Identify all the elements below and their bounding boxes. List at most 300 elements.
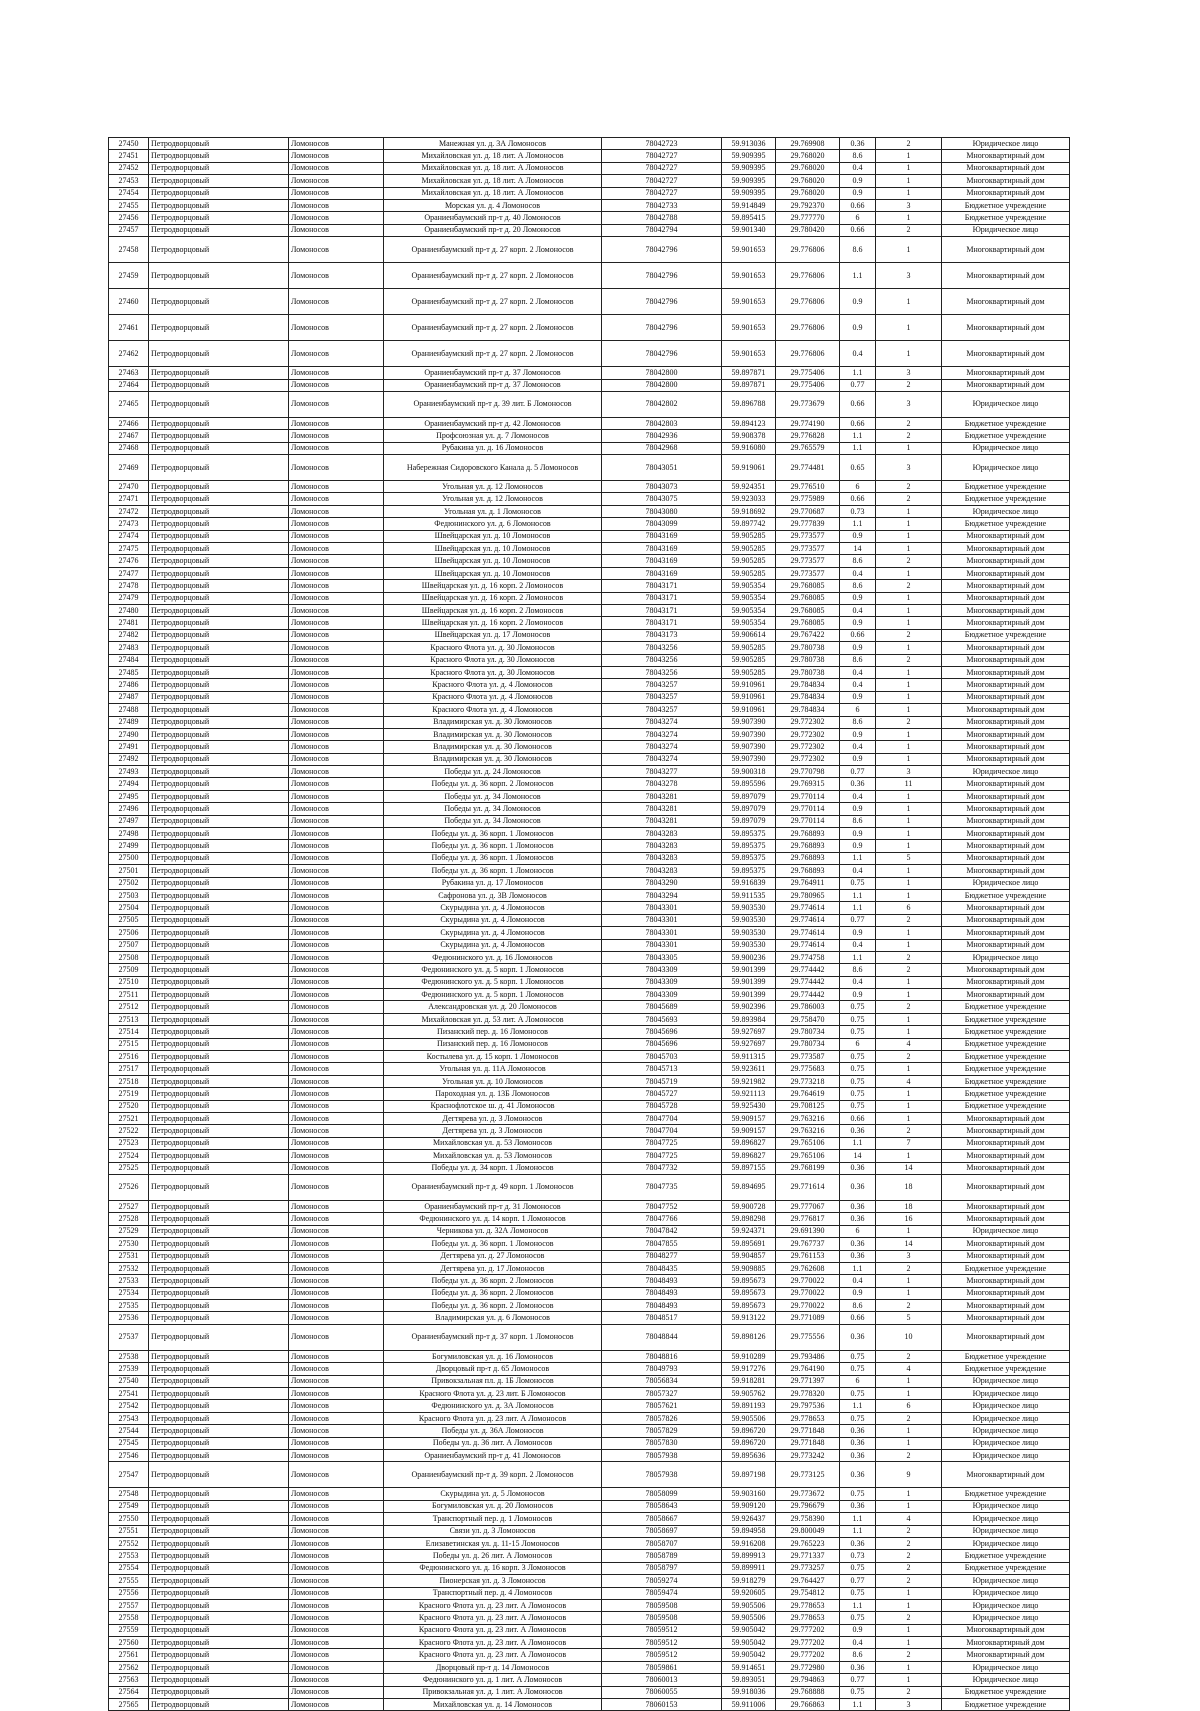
cell-address: Победы ул. д. 36 корп. 1 Ломоносов: [384, 865, 602, 877]
cell-address: Федюнинского ул. д. 1 лит. А Ломоносов: [384, 1674, 602, 1686]
cell-row-id: 27520: [109, 1100, 149, 1112]
cell-district: Петродворцовый: [149, 803, 289, 815]
cell-latitude: 59.901399: [722, 976, 776, 988]
table-row: [109, 1324, 1070, 1350]
cell-object-type: Многоквартирный дом: [942, 914, 1070, 926]
cell-count: 10: [876, 1324, 942, 1350]
cell-latitude: 59.914849: [722, 199, 776, 211]
cell-volume: 0.75: [840, 1388, 876, 1400]
cell-locality: Ломоносов: [289, 1213, 384, 1225]
cell-district: Петродворцовый: [149, 1661, 289, 1673]
cell-object-code: 78043274: [602, 753, 722, 765]
cell-district: Петродворцовый: [149, 592, 289, 604]
cell-object-type: Многоквартирный дом: [942, 367, 1070, 379]
cell-longitude: 29.774758: [776, 951, 840, 963]
cell-row-id: 27562: [109, 1661, 149, 1673]
cell-volume: 6: [840, 1038, 876, 1050]
cell-latitude: 59.891193: [722, 1400, 776, 1412]
cell-longitude: 29.771614: [776, 1174, 840, 1200]
cell-count: 3: [876, 263, 942, 289]
cell-locality: Ломоносов: [289, 1013, 384, 1025]
cell-row-id: 27453: [109, 175, 149, 187]
cell-row-id: 27553: [109, 1550, 149, 1562]
cell-longitude: 29.768020: [776, 175, 840, 187]
cell-longitude: 29.775406: [776, 379, 840, 391]
cell-row-id: 27469: [109, 455, 149, 481]
table-row: [109, 778, 1070, 790]
cell-count: 3: [876, 1699, 942, 1711]
cell-longitude: 29.780738: [776, 654, 840, 666]
cell-object-code: 78058797: [602, 1562, 722, 1574]
cell-count: 1: [876, 1100, 942, 1112]
cell-count: 7: [876, 1137, 942, 1149]
cell-volume: 14: [840, 1150, 876, 1162]
table-row: [109, 442, 1070, 454]
cell-count: 1: [876, 617, 942, 629]
cell-latitude: 59.917276: [722, 1363, 776, 1375]
cell-longitude: 29.796679: [776, 1500, 840, 1512]
table-row: [109, 530, 1070, 542]
cell-locality: Ломоносов: [289, 766, 384, 778]
cell-volume: 0.9: [840, 1624, 876, 1636]
cell-address: Транспортный пер. д. 1 Ломоносов: [384, 1513, 602, 1525]
cell-row-id: 27559: [109, 1624, 149, 1636]
cell-latitude: 59.897871: [722, 367, 776, 379]
table-row: [109, 741, 1070, 753]
table-row: [109, 914, 1070, 926]
cell-address: Ораниенбаумский пр-т д. 41 Ломоносов: [384, 1449, 602, 1461]
cell-locality: Ломоносов: [289, 679, 384, 691]
cell-district: Петродворцовый: [149, 679, 289, 691]
cell-latitude: 59.904857: [722, 1250, 776, 1262]
cell-volume: 1.1: [840, 889, 876, 901]
cell-volume: 0.75: [840, 1026, 876, 1038]
cell-longitude: 29.768085: [776, 604, 840, 616]
table-row: [109, 187, 1070, 199]
table-row: [109, 815, 1070, 827]
cell-latitude: 59.916839: [722, 877, 776, 889]
cell-latitude: 59.911535: [722, 889, 776, 901]
cell-row-id: 27556: [109, 1587, 149, 1599]
cell-locality: Ломоносов: [289, 481, 384, 493]
cell-count: 1: [876, 175, 942, 187]
cell-longitude: 29.780420: [776, 224, 840, 236]
table-row: [109, 1661, 1070, 1673]
cell-district: Петродворцовый: [149, 1699, 289, 1711]
cell-row-id: 27452: [109, 162, 149, 174]
cell-volume: 0.9: [840, 175, 876, 187]
cell-object-type: Юридическое лицо: [942, 1537, 1070, 1549]
cell-object-type: Многоквартирный дом: [942, 679, 1070, 691]
cell-latitude: 59.903530: [722, 902, 776, 914]
cell-longitude: 29.768893: [776, 828, 840, 840]
cell-row-id: 27526: [109, 1174, 149, 1200]
cell-address: Богумиловская ул. д. 20 Ломоносов: [384, 1500, 602, 1512]
cell-latitude: 59.907390: [722, 728, 776, 740]
cell-object-code: 78043301: [602, 939, 722, 951]
cell-locality: Ломоносов: [289, 592, 384, 604]
cell-locality: Ломоносов: [289, 150, 384, 162]
cell-district: Петродворцовый: [149, 828, 289, 840]
cell-row-id: 27529: [109, 1225, 149, 1237]
cell-locality: Ломоносов: [289, 1425, 384, 1437]
cell-row-id: 27491: [109, 741, 149, 753]
cell-locality: Ломоносов: [289, 518, 384, 530]
cell-count: 1: [876, 1063, 942, 1075]
table-row: [109, 617, 1070, 629]
cell-address: Швейцарская ул. д. 10 Ломоносов: [384, 555, 602, 567]
table-row: [109, 1375, 1070, 1387]
cell-object-code: 78042800: [602, 367, 722, 379]
cell-address: Михайловская ул. д. 18 лит. А Ломоносов: [384, 150, 602, 162]
cell-locality: Ломоносов: [289, 530, 384, 542]
cell-district: Петродворцовый: [149, 939, 289, 951]
cell-latitude: 59.909395: [722, 175, 776, 187]
cell-district: Петродворцовый: [149, 1125, 289, 1137]
cell-volume: 0.4: [840, 1637, 876, 1649]
cell-locality: Ломоносов: [289, 505, 384, 517]
cell-count: 2: [876, 1001, 942, 1013]
cell-object-type: Бюджетное учреждение: [942, 1686, 1070, 1698]
cell-locality: Ломоносов: [289, 367, 384, 379]
cell-address: Рубакина ул. д. 16 Ломоносов: [384, 442, 602, 454]
cell-address: Дворцовый пр-т д. 14 Ломоносов: [384, 1661, 602, 1673]
cell-row-id: 27512: [109, 1001, 149, 1013]
cell-volume: 0.75: [840, 1088, 876, 1100]
cell-locality: Ломоносов: [289, 1686, 384, 1698]
cell-object-code: 78043169: [602, 543, 722, 555]
cell-district: Петродворцовый: [149, 1238, 289, 1250]
table-row: [109, 150, 1070, 162]
table-row: [109, 1500, 1070, 1512]
cell-object-code: 78045728: [602, 1100, 722, 1112]
cell-latitude: 59.894123: [722, 417, 776, 429]
cell-count: 3: [876, 1250, 942, 1262]
table-row: [109, 1699, 1070, 1711]
cell-object-type: Многоквартирный дом: [942, 617, 1070, 629]
cell-latitude: 59.903530: [722, 939, 776, 951]
cell-volume: 1.1: [840, 1137, 876, 1149]
cell-row-id: 27551: [109, 1525, 149, 1537]
cell-object-code: 78043169: [602, 530, 722, 542]
cell-latitude: 59.905354: [722, 580, 776, 592]
cell-locality: Ломоносов: [289, 840, 384, 852]
cell-address: Ораниенбаумский пр-т д. 37 Ломоносов: [384, 367, 602, 379]
cell-latitude: 59.905354: [722, 604, 776, 616]
cell-district: Петродворцовый: [149, 865, 289, 877]
cell-longitude: 29.765106: [776, 1150, 840, 1162]
cell-object-type: Бюджетное учреждение: [942, 1075, 1070, 1087]
cell-volume: 0.9: [840, 691, 876, 703]
cell-object-type: Многоквартирный дом: [942, 592, 1070, 604]
table-row: [109, 1088, 1070, 1100]
cell-district: Петродворцовый: [149, 927, 289, 939]
cell-volume: 0.9: [840, 840, 876, 852]
cell-longitude: 29.774442: [776, 989, 840, 1001]
cell-latitude: 59.900318: [722, 766, 776, 778]
cell-longitude: 29.774442: [776, 964, 840, 976]
cell-volume: 0.4: [840, 666, 876, 678]
cell-latitude: 59.908378: [722, 430, 776, 442]
cell-object-type: Многоквартирный дом: [942, 1624, 1070, 1636]
cell-volume: 14: [840, 543, 876, 555]
cell-volume: 0.9: [840, 1287, 876, 1299]
cell-object-code: 78043256: [602, 666, 722, 678]
cell-address: Ораниенбаумский пр-т д. 40 Ломоносов: [384, 212, 602, 224]
table-row: [109, 1612, 1070, 1624]
cell-district: Петродворцовый: [149, 1674, 289, 1686]
cell-volume: 0.77: [840, 1575, 876, 1587]
cell-count: 1: [876, 289, 942, 315]
cell-row-id: 27543: [109, 1412, 149, 1424]
cell-latitude: 59.896827: [722, 1137, 776, 1149]
cell-district: Петродворцовый: [149, 1375, 289, 1387]
cell-object-code: 78042936: [602, 430, 722, 442]
cell-volume: 0.75: [840, 1612, 876, 1624]
cell-volume: 0.9: [840, 617, 876, 629]
cell-longitude: 29.767737: [776, 1238, 840, 1250]
cell-count: 11: [876, 778, 942, 790]
cell-object-type: Юридическое лицо: [942, 1661, 1070, 1673]
cell-count: 2: [876, 1262, 942, 1274]
cell-object-code: 78047735: [602, 1174, 722, 1200]
cell-object-code: 78043171: [602, 604, 722, 616]
table-row: [109, 1001, 1070, 1013]
cell-row-id: 27471: [109, 493, 149, 505]
table-row: [109, 315, 1070, 341]
cell-count: 3: [876, 199, 942, 211]
cell-object-type: Бюджетное учреждение: [942, 1363, 1070, 1375]
cell-latitude: 59.900728: [722, 1200, 776, 1212]
cell-count: 9: [876, 1462, 942, 1488]
cell-latitude: 59.905285: [722, 555, 776, 567]
cell-latitude: 59.893984: [722, 1013, 776, 1025]
cell-count: 2: [876, 481, 942, 493]
cell-object-code: 78042788: [602, 212, 722, 224]
table-row: [109, 1513, 1070, 1525]
cell-longitude: 29.773679: [776, 391, 840, 417]
cell-object-type: Многоквартирный дом: [942, 555, 1070, 567]
cell-district: Петродворцовый: [149, 976, 289, 988]
cell-district: Петродворцовый: [149, 1150, 289, 1162]
cell-longitude: 29.774614: [776, 902, 840, 914]
cell-address: Скурыдина ул. д. 4 Ломоносов: [384, 902, 602, 914]
cell-district: Петродворцовый: [149, 1312, 289, 1324]
cell-object-code: 78043309: [602, 989, 722, 1001]
cell-locality: Ломоносов: [289, 617, 384, 629]
cell-row-id: 27472: [109, 505, 149, 517]
cell-volume: 0.36: [840, 778, 876, 790]
cell-row-id: 27552: [109, 1537, 149, 1549]
cell-locality: Ломоносов: [289, 666, 384, 678]
cell-volume: 0.4: [840, 341, 876, 367]
cell-object-type: Многоквартирный дом: [942, 1162, 1070, 1174]
cell-object-code: 78042727: [602, 187, 722, 199]
cell-address: Победы ул. д. 36 корп. 1 Ломоносов: [384, 840, 602, 852]
cell-district: Петродворцовый: [149, 391, 289, 417]
cell-locality: Ломоносов: [289, 379, 384, 391]
cell-volume: 1.1: [840, 430, 876, 442]
cell-district: Петродворцовый: [149, 629, 289, 641]
cell-locality: Ломоносов: [289, 1550, 384, 1562]
cell-latitude: 59.901399: [722, 964, 776, 976]
cell-volume: 8.6: [840, 237, 876, 263]
table-row: [109, 1238, 1070, 1250]
cell-volume: 1.1: [840, 263, 876, 289]
cell-volume: 0.36: [840, 1213, 876, 1225]
cell-longitude: 29.774614: [776, 914, 840, 926]
cell-address: Красного Флота ул. д. 30 Ломоносов: [384, 654, 602, 666]
cell-object-code: 78043173: [602, 629, 722, 641]
cell-district: Петродворцовый: [149, 417, 289, 429]
table-row: [109, 341, 1070, 367]
cell-count: 14: [876, 1238, 942, 1250]
cell-longitude: 29.775989: [776, 493, 840, 505]
cell-row-id: 27518: [109, 1075, 149, 1087]
cell-longitude: 29.776510: [776, 481, 840, 493]
cell-longitude: 29.769908: [776, 138, 840, 150]
cell-locality: Ломоносов: [289, 1250, 384, 1262]
table-row: [109, 580, 1070, 592]
cell-latitude: 59.906614: [722, 629, 776, 641]
cell-object-type: Многоквартирный дом: [942, 828, 1070, 840]
cell-locality: Ломоносов: [289, 1324, 384, 1350]
cell-latitude: 59.897079: [722, 815, 776, 827]
cell-longitude: 29.764190: [776, 1363, 840, 1375]
cell-volume: 8.6: [840, 1649, 876, 1661]
cell-object-code: 78057938: [602, 1449, 722, 1461]
cell-row-id: 27459: [109, 263, 149, 289]
cell-object-type: Бюджетное учреждение: [942, 1038, 1070, 1050]
cell-longitude: 29.777202: [776, 1637, 840, 1649]
cell-count: 1: [876, 865, 942, 877]
cell-address: Федюнинского ул. д. 6 Ломоносов: [384, 518, 602, 530]
cell-volume: 0.66: [840, 629, 876, 641]
cell-volume: 0.9: [840, 187, 876, 199]
cell-longitude: 29.775683: [776, 1063, 840, 1075]
cell-latitude: 59.919061: [722, 455, 776, 481]
cell-object-type: Юридическое лицо: [942, 1400, 1070, 1412]
cell-count: 1: [876, 691, 942, 703]
cell-latitude: 59.924351: [722, 481, 776, 493]
cell-longitude: 29.780738: [776, 642, 840, 654]
cell-row-id: 27454: [109, 187, 149, 199]
cell-locality: Ломоносов: [289, 289, 384, 315]
cell-object-code: 78043283: [602, 865, 722, 877]
cell-latitude: 59.897155: [722, 1162, 776, 1174]
cell-locality: Ломоносов: [289, 989, 384, 1001]
cell-object-code: 78047704: [602, 1113, 722, 1125]
cell-address: Владимирская ул. д. 30 Ломоносов: [384, 728, 602, 740]
cell-district: Петродворцовый: [149, 1599, 289, 1611]
cell-address: Ораниенбаумский пр-т д. 20 Ломоносов: [384, 224, 602, 236]
cell-address: Скурыдина ул. д. 4 Ломоносов: [384, 927, 602, 939]
cell-volume: 8.6: [840, 716, 876, 728]
cell-object-type: Многоквартирный дом: [942, 728, 1070, 740]
cell-locality: Ломоносов: [289, 1001, 384, 1013]
cell-object-code: 78045727: [602, 1088, 722, 1100]
table-row: [109, 1649, 1070, 1661]
cell-object-code: 78042727: [602, 175, 722, 187]
cell-object-type: Юридическое лицо: [942, 505, 1070, 517]
cell-latitude: 59.903530: [722, 927, 776, 939]
cell-longitude: 29.776828: [776, 430, 840, 442]
cell-longitude: 29.770022: [776, 1300, 840, 1312]
cell-district: Петродворцовый: [149, 1162, 289, 1174]
cell-address: Угольная ул. д. 10 Ломоносов: [384, 1075, 602, 1087]
cell-latitude: 59.893051: [722, 1674, 776, 1686]
cell-address: Угольная ул. д. 1 Ломоносов: [384, 505, 602, 517]
cell-object-type: Многоквартирный дом: [942, 654, 1070, 666]
cell-count: 1: [876, 1113, 942, 1125]
cell-longitude: 29.772980: [776, 1661, 840, 1673]
cell-latitude: 59.907390: [722, 716, 776, 728]
cell-district: Петродворцовый: [149, 237, 289, 263]
cell-latitude: 59.905354: [722, 617, 776, 629]
cell-address: Швейцарская ул. д. 10 Ломоносов: [384, 543, 602, 555]
cell-volume: 0.36: [840, 1449, 876, 1461]
cell-latitude: 59.901653: [722, 263, 776, 289]
cell-count: 1: [876, 741, 942, 753]
cell-address: Михайловская ул. д. 18 лит. А Ломоносов: [384, 187, 602, 199]
cell-count: 2: [876, 1051, 942, 1063]
cell-object-code: 78043257: [602, 679, 722, 691]
cell-locality: Ломоносов: [289, 964, 384, 976]
cell-row-id: 27502: [109, 877, 149, 889]
cell-district: Петродворцовый: [149, 1587, 289, 1599]
cell-district: Петродворцовый: [149, 902, 289, 914]
cell-locality: Ломоносов: [289, 1350, 384, 1362]
cell-object-code: 78043281: [602, 803, 722, 815]
cell-longitude: 29.768888: [776, 1686, 840, 1698]
cell-latitude: 59.905285: [722, 543, 776, 555]
cell-longitude: 29.786003: [776, 1001, 840, 1013]
cell-row-id: 27524: [109, 1150, 149, 1162]
cell-count: 1: [876, 604, 942, 616]
cell-locality: Ломоносов: [289, 976, 384, 988]
cell-count: 2: [876, 1350, 942, 1362]
cell-count: 1: [876, 1287, 942, 1299]
cell-address: Красного Флота ул. д. 23 лит. Б Ломоносов: [384, 1388, 602, 1400]
cell-object-type: Многоквартирный дом: [942, 1300, 1070, 1312]
cell-latitude: 59.913122: [722, 1312, 776, 1324]
cell-volume: 0.9: [840, 828, 876, 840]
cell-address: Скурыдина ул. д. 4 Ломоносов: [384, 914, 602, 926]
cell-object-type: Юридическое лицо: [942, 1225, 1070, 1237]
cell-object-code: 78043080: [602, 505, 722, 517]
cell-row-id: 27488: [109, 704, 149, 716]
table-row: [109, 1537, 1070, 1549]
cell-object-code: 78043171: [602, 617, 722, 629]
cell-address: Федюнинского ул. д. 3А Ломоносов: [384, 1400, 602, 1412]
table-row: [109, 1363, 1070, 1375]
cell-latitude: 59.916208: [722, 1537, 776, 1549]
cell-longitude: 29.772302: [776, 741, 840, 753]
cell-object-code: 78043309: [602, 964, 722, 976]
cell-object-type: Бюджетное учреждение: [942, 1562, 1070, 1574]
cell-count: 4: [876, 1363, 942, 1375]
table-row: [109, 1388, 1070, 1400]
cell-locality: Ломоносов: [289, 237, 384, 263]
table-row: [109, 1550, 1070, 1562]
cell-latitude: 59.916080: [722, 442, 776, 454]
cell-volume: 8.6: [840, 815, 876, 827]
cell-longitude: 29.773577: [776, 567, 840, 579]
cell-row-id: 27563: [109, 1674, 149, 1686]
cell-volume: 8.6: [840, 654, 876, 666]
table-row: [109, 1437, 1070, 1449]
cell-longitude: 29.773587: [776, 1051, 840, 1063]
